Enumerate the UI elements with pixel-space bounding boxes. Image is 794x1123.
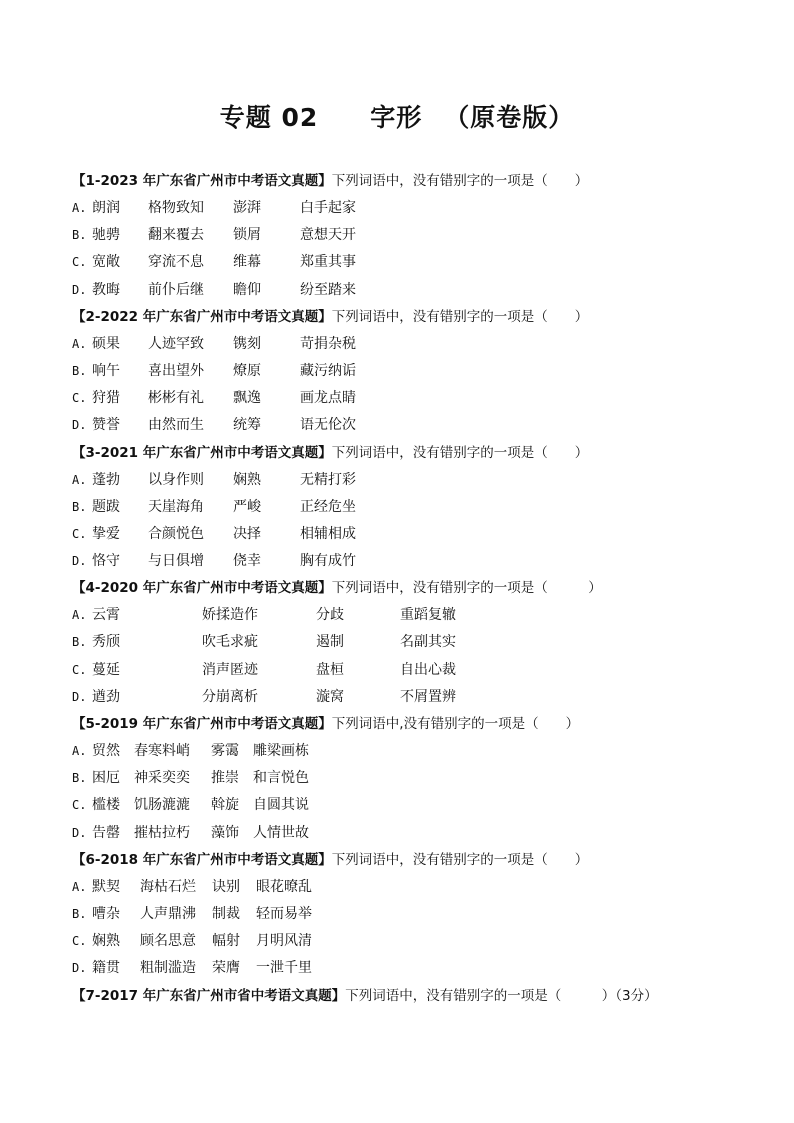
option-word: 饥肠漉漉 (134, 797, 190, 814)
option-row (72, 765, 732, 792)
option-letter: A. (72, 472, 87, 487)
question-3 (72, 440, 732, 576)
option-word: 硕果 (92, 335, 120, 352)
option-word: 蓬勃 (92, 471, 120, 488)
option-word: 轻而易举 (256, 905, 312, 922)
option-letter: A. (72, 608, 87, 623)
option-word: 漩窝 (316, 688, 344, 705)
option-letter: B. (72, 228, 87, 243)
option-letter: C. (72, 798, 87, 813)
option-letter: D. (72, 554, 87, 569)
option-word: 盘桓 (316, 661, 344, 678)
question-stem (72, 983, 732, 1010)
option-row (72, 792, 732, 819)
option-word: 云霄 (92, 607, 120, 624)
option-word: 语无伦次 (300, 417, 356, 434)
question-5 (72, 711, 732, 847)
option-word: 严峻 (233, 498, 261, 515)
option-word: 荣膺 (212, 960, 240, 977)
option-word: 苛捐杂税 (300, 335, 356, 352)
question-stem (72, 847, 732, 874)
option-word: 飘逸 (233, 390, 261, 407)
option-word: 狩猎 (92, 390, 120, 407)
option-row (72, 331, 732, 358)
option-letter: B. (72, 363, 87, 378)
option-word: 粗制滥造 (140, 960, 196, 977)
option-row (72, 222, 732, 249)
option-word: 纷至踏来 (300, 281, 356, 298)
option-word: 摧枯拉朽 (134, 824, 190, 841)
question-source-tag: 【5-2019 年广东省广州市中考语文真题】 (72, 716, 332, 732)
option-letter: A. (72, 336, 87, 351)
option-word: 顾名思意 (140, 933, 196, 950)
question-stem (72, 711, 732, 738)
option-letter: D. (72, 689, 87, 704)
option-word: 不屑置辨 (400, 688, 456, 705)
option-word: 分崩离析 (202, 688, 258, 705)
option-word: 郑重其事 (300, 254, 356, 271)
option-word: 无精打彩 (300, 471, 356, 488)
option-letter: A. (72, 744, 87, 758)
question-text: 下列词语中,没有错别字的一项是（ ） (331, 716, 580, 732)
option-word: 眼花暸乱 (256, 878, 312, 895)
option-word: 朗润 (92, 200, 120, 216)
option-letter: C. (72, 391, 87, 406)
option-word: 贸然 (92, 743, 120, 759)
option-word: 重蹈复辙 (400, 607, 456, 624)
option-letter: B. (72, 635, 87, 650)
title-part3: （原卷版） (444, 103, 575, 132)
option-letter: A. (72, 879, 87, 894)
option-word: 赞誉 (92, 417, 120, 434)
question-4 (72, 575, 732, 711)
option-letter: D. (72, 418, 87, 433)
question-1 (72, 168, 732, 304)
question-stem (72, 304, 732, 331)
option-word: 画龙点睛 (300, 390, 356, 407)
option-word: 由然而生 (148, 417, 204, 434)
option-row (72, 385, 732, 412)
option-word: 驰骋 (92, 227, 120, 244)
question-source-tag: 【3-2021 年广东省广州市中考语文真题】 (72, 444, 332, 461)
option-word: 响午 (92, 362, 120, 379)
option-word: 翻来覆去 (148, 227, 204, 244)
option-word: 与日俱增 (148, 553, 204, 570)
option-word: 娇揉造作 (202, 607, 258, 624)
option-letter: D. (72, 282, 87, 297)
option-letter: D. (72, 825, 87, 840)
option-row (72, 249, 732, 276)
option-word: 澎湃 (233, 200, 261, 216)
option-word: 幅射 (212, 933, 240, 950)
option-row (72, 548, 732, 575)
option-word: 合颜悦色 (148, 525, 204, 542)
option-word: 娴熟 (92, 933, 120, 950)
option-word: 以身作则 (148, 471, 204, 488)
option-word: 雾霭 (211, 743, 239, 759)
question-stem (72, 440, 732, 467)
option-word: 统筹 (233, 417, 261, 434)
option-word: 相辅相成 (300, 525, 356, 542)
option-row (72, 467, 732, 494)
option-word: 彬彬有礼 (148, 390, 204, 407)
option-word: 和言悦色 (253, 770, 309, 787)
question-source-tag: 【4-2020 年广东省广州市中考语文真题】 (72, 580, 332, 597)
option-word: 神采奕奕 (134, 770, 190, 787)
question-list (72, 168, 732, 1010)
option-row (72, 684, 732, 711)
option-word: 镌刻 (233, 335, 261, 352)
option-word: 人迹罕致 (148, 335, 204, 352)
question-2 (72, 304, 732, 440)
option-word: 喜出望外 (148, 362, 204, 379)
option-word: 遏制 (316, 634, 344, 651)
option-word: 月明风清 (256, 933, 312, 950)
option-letter: D. (72, 961, 87, 976)
option-word: 前仆后继 (148, 281, 204, 298)
option-word: 意想天开 (300, 227, 356, 244)
option-word: 人情世故 (253, 824, 309, 841)
question-text: 下列词语中，没有错别字的一项是（ ） (331, 308, 589, 325)
option-word: 告罄 (92, 824, 120, 841)
option-word: 教晦 (92, 281, 120, 298)
option-word: 瞻仰 (233, 281, 261, 298)
option-word: 制裁 (212, 905, 240, 922)
option-word: 侥幸 (233, 553, 261, 570)
option-letter: B. (72, 906, 87, 921)
option-word: 白手起家 (300, 200, 356, 216)
question-text: 下列词语中，没有错别字的一项是（ ）（3分） (345, 987, 658, 1004)
option-word: 宽敞 (92, 254, 120, 271)
option-word: 蔓延 (92, 661, 120, 678)
option-letter: A. (72, 201, 87, 215)
option-word: 正经危坐 (300, 498, 356, 515)
option-row (72, 195, 732, 222)
option-row (72, 602, 732, 629)
option-row (72, 820, 732, 847)
option-word: 雕梁画栋 (253, 743, 309, 759)
option-row (72, 955, 732, 982)
option-word: 推崇 (211, 770, 239, 787)
option-row (72, 521, 732, 548)
option-row (72, 494, 732, 521)
question-6 (72, 847, 732, 983)
option-word: 春寒料峭 (134, 743, 190, 759)
question-source-tag: 【6-2018 年广东省广州市中考语文真题】 (72, 851, 332, 868)
option-word: 遒劲 (92, 688, 120, 705)
question-7 (72, 983, 732, 1010)
question-stem (72, 575, 732, 602)
option-letter: C. (72, 934, 87, 949)
option-word: 格物致知 (148, 200, 204, 216)
question-text: 下列词语中，没有错别字的一项是（ ） (331, 444, 589, 461)
option-word: 天崖海角 (148, 498, 204, 515)
option-word: 槛楼 (92, 797, 120, 814)
option-row (72, 412, 732, 439)
option-row (72, 928, 732, 955)
option-word: 一泄千里 (256, 960, 312, 977)
option-row (72, 277, 732, 304)
question-text: 下列词语中，没有错别字的一项是（ ） (331, 851, 589, 868)
option-word: 吹毛求疵 (202, 634, 258, 651)
option-word: 秀颀 (92, 634, 120, 651)
option-word: 诀别 (212, 878, 240, 895)
option-word: 穿流不息 (148, 254, 204, 271)
option-word: 籍贯 (92, 960, 120, 977)
option-row (72, 874, 732, 901)
question-text: 下列词语中，没有错别字的一项是（ ） (331, 173, 589, 189)
option-letter: C. (72, 526, 87, 541)
option-letter: B. (72, 499, 87, 514)
option-word: 困厄 (92, 770, 120, 787)
question-text: 下列词语中，没有错别字的一项是（ ） (331, 580, 602, 597)
option-word: 题跋 (92, 498, 120, 515)
option-row (72, 738, 732, 765)
option-word: 自圆其说 (253, 797, 309, 814)
option-word: 决择 (233, 525, 261, 542)
title-part1: 专题 02 (219, 103, 319, 132)
option-word: 默契 (92, 878, 120, 895)
option-row (72, 657, 732, 684)
option-row (72, 629, 732, 656)
option-word: 藏污纳诟 (300, 362, 356, 379)
option-word: 消声匿迹 (202, 661, 258, 678)
option-word: 海枯石烂 (140, 878, 196, 895)
question-source-tag: 【7-2017 年广东省广州市省中考语文真题】 (72, 987, 346, 1004)
option-word: 燎原 (233, 362, 261, 379)
option-word: 人声鼎沸 (140, 905, 196, 922)
option-word: 名副其实 (400, 634, 456, 651)
option-word: 娴熟 (233, 471, 261, 488)
question-stem (72, 168, 732, 195)
question-source-tag: 【2-2022 年广东省广州市中考语文真题】 (72, 308, 332, 325)
option-word: 分歧 (316, 607, 344, 624)
option-word: 斡旋 (211, 797, 239, 814)
option-row (72, 901, 732, 928)
option-letter: C. (72, 662, 87, 677)
question-source-tag: 【1-2023 年广东省广州市中考语文真题】 (72, 173, 332, 189)
option-word: 藻饰 (211, 824, 239, 841)
page-title (0, 98, 794, 134)
title-part2: 字形 (370, 103, 423, 132)
option-word: 嘈杂 (92, 905, 120, 922)
option-word: 自出心裁 (400, 661, 456, 678)
option-word: 锁屑 (233, 227, 261, 244)
option-letter: B. (72, 771, 87, 786)
option-word: 恪守 (92, 553, 120, 570)
option-word: 挚爱 (92, 525, 120, 542)
option-word: 维幕 (233, 254, 261, 271)
option-word: 胸有成竹 (300, 553, 356, 570)
option-row (72, 358, 732, 385)
option-letter: C. (72, 255, 87, 270)
